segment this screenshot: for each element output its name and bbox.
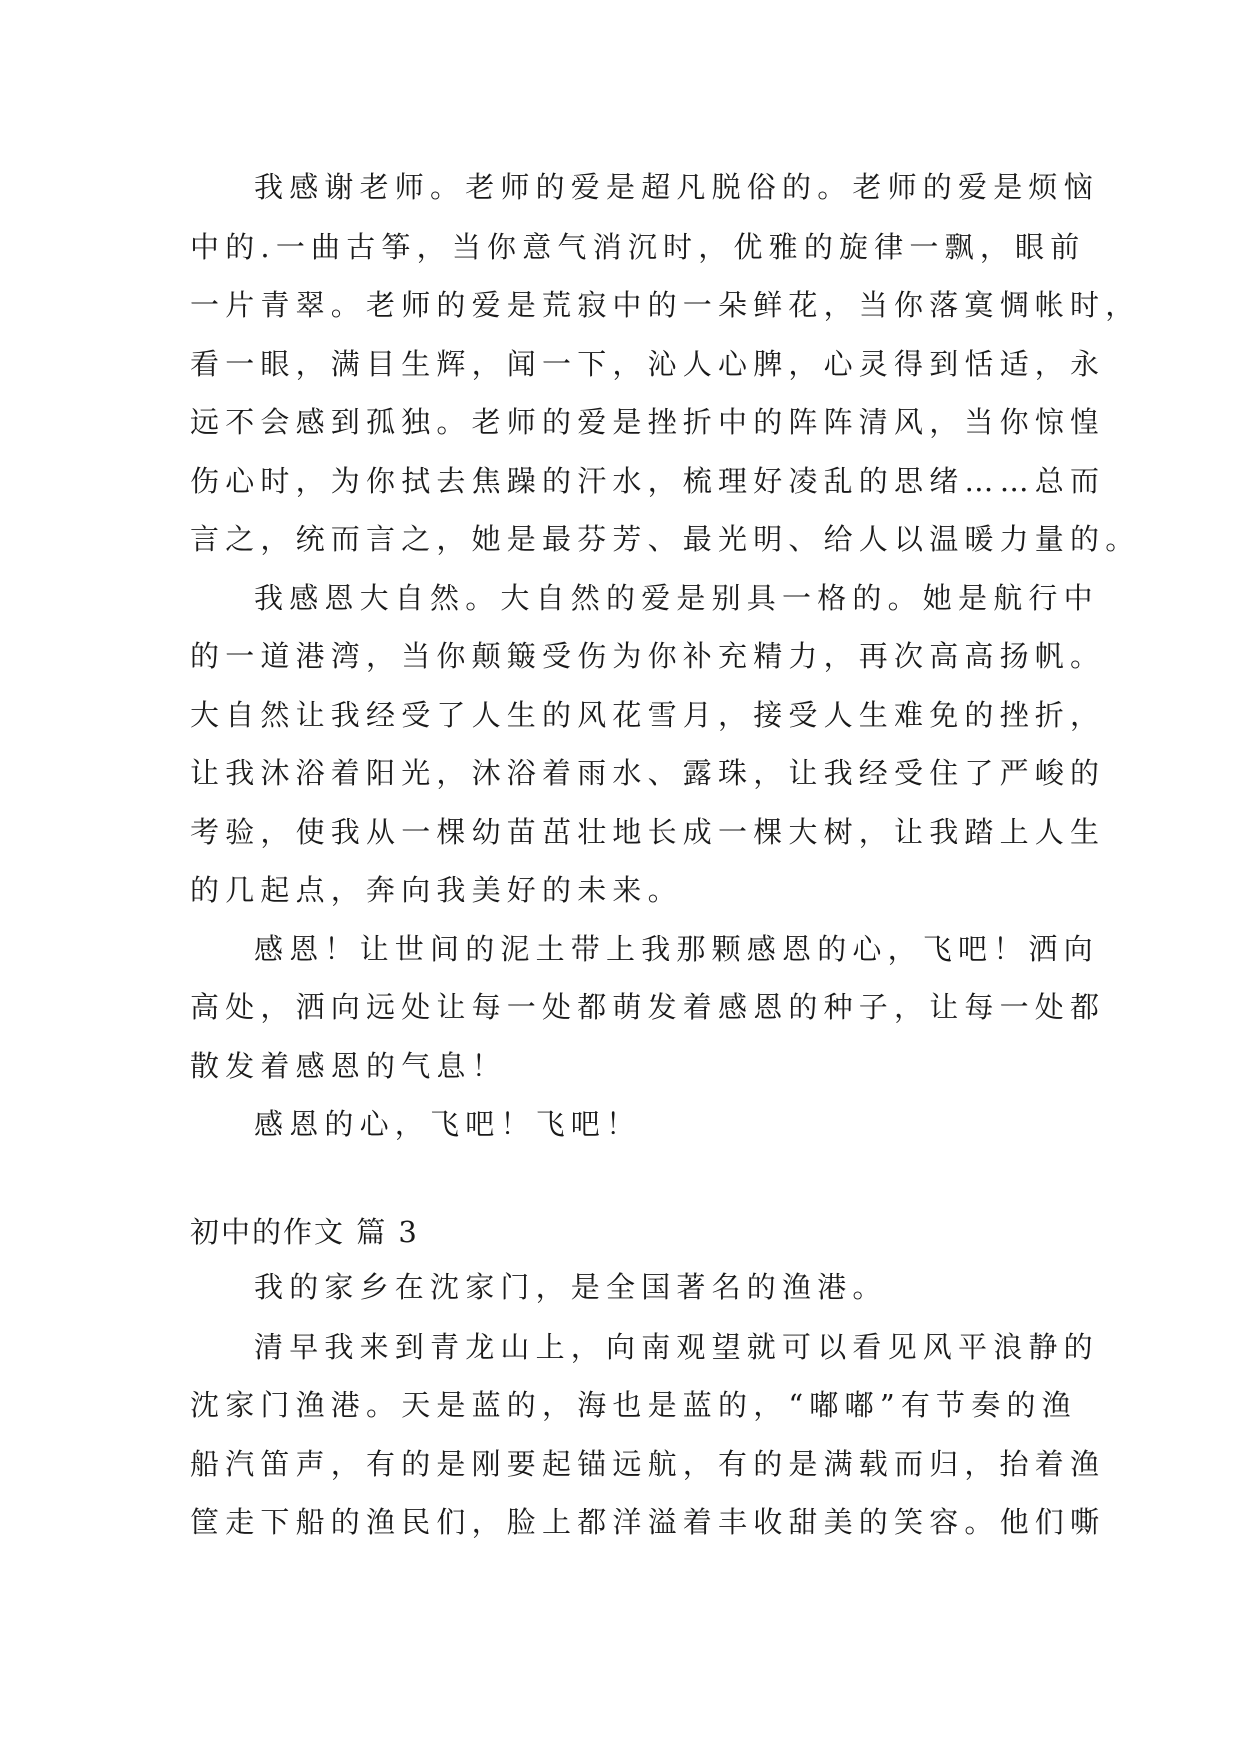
paragraph-line: 的一道港湾，当你颠簸受伤为你补充精力，再次高高扬帆。: [190, 639, 1106, 673]
paragraph-line: 船汽笛声，有的是刚要起锚远航，有的是满载而归，抬着渔: [190, 1447, 1106, 1481]
paragraph-line: 的几起点，奔向我美好的未来。: [190, 873, 683, 907]
paragraph-line: 大自然让我经受了人生的风花雪月，接受人生难免的挫折，: [190, 698, 1106, 732]
paragraph-line: 清早我来到青龙山上，向南观望就可以看见风平浪静的: [254, 1330, 1099, 1364]
paragraph-line: 沈家门渔港。天是蓝的，海也是蓝的，“嘟嘟”有节奏的渔: [190, 1388, 1077, 1422]
paragraph-line: 我感恩大自然。大自然的爱是别具一格的。她是航行中: [254, 581, 1099, 615]
paragraph-line: 言之，统而言之，她是最芬芳、最光明、给人以温暖力量的。: [190, 522, 1141, 556]
paragraph-line: 看一眼，满目生辉，闻一下，沁人心脾，心灵得到恬适，永: [190, 347, 1106, 381]
paragraph-line: 高处，洒向远处让每一处都萌发着感恩的种子，让每一处都: [190, 990, 1106, 1024]
paragraph-line: 中的.一曲古筝，当你意气消沉时，优雅的旋律一飘，眼前: [190, 230, 1086, 264]
paragraph-line: 远不会感到孤独。老师的爱是挫折中的阵阵清风，当你惊惶: [190, 405, 1106, 439]
paragraph-line: 一片青翠。老师的爱是荒寂中的一朵鲜花，当你落寞惆帐时，: [190, 288, 1141, 322]
paragraph-line: 我的家乡在沈家门，是全国著名的渔港。: [254, 1270, 888, 1304]
paragraph-line: 筐走下船的渔民们，脸上都洋溢着丰收甜美的笑容。他们嘶: [190, 1505, 1106, 1539]
paragraph-line: 散发着感恩的气息！: [190, 1049, 507, 1083]
paragraph-line: 感恩！让世间的泥土带上我那颗感恩的心，飞吧！洒向: [254, 932, 1099, 966]
paragraph-line: 伤心时，为你拭去焦躁的汗水，梳理好凌乱的思绪……总而: [190, 464, 1106, 498]
section-heading: 初中的作文 篇 3: [190, 1215, 419, 1249]
paragraph-line: 感恩的心，飞吧！飞吧！: [254, 1107, 642, 1141]
paragraph-line: 我感谢老师。老师的爱是超凡脱俗的。老师的爱是烦恼: [254, 170, 1099, 204]
paragraph-line: 考验，使我从一棵幼苗茁壮地长成一棵大树，让我踏上人生: [190, 815, 1106, 849]
paragraph-line: 让我沐浴着阳光，沐浴着雨水、露珠，让我经受住了严峻的: [190, 756, 1106, 790]
